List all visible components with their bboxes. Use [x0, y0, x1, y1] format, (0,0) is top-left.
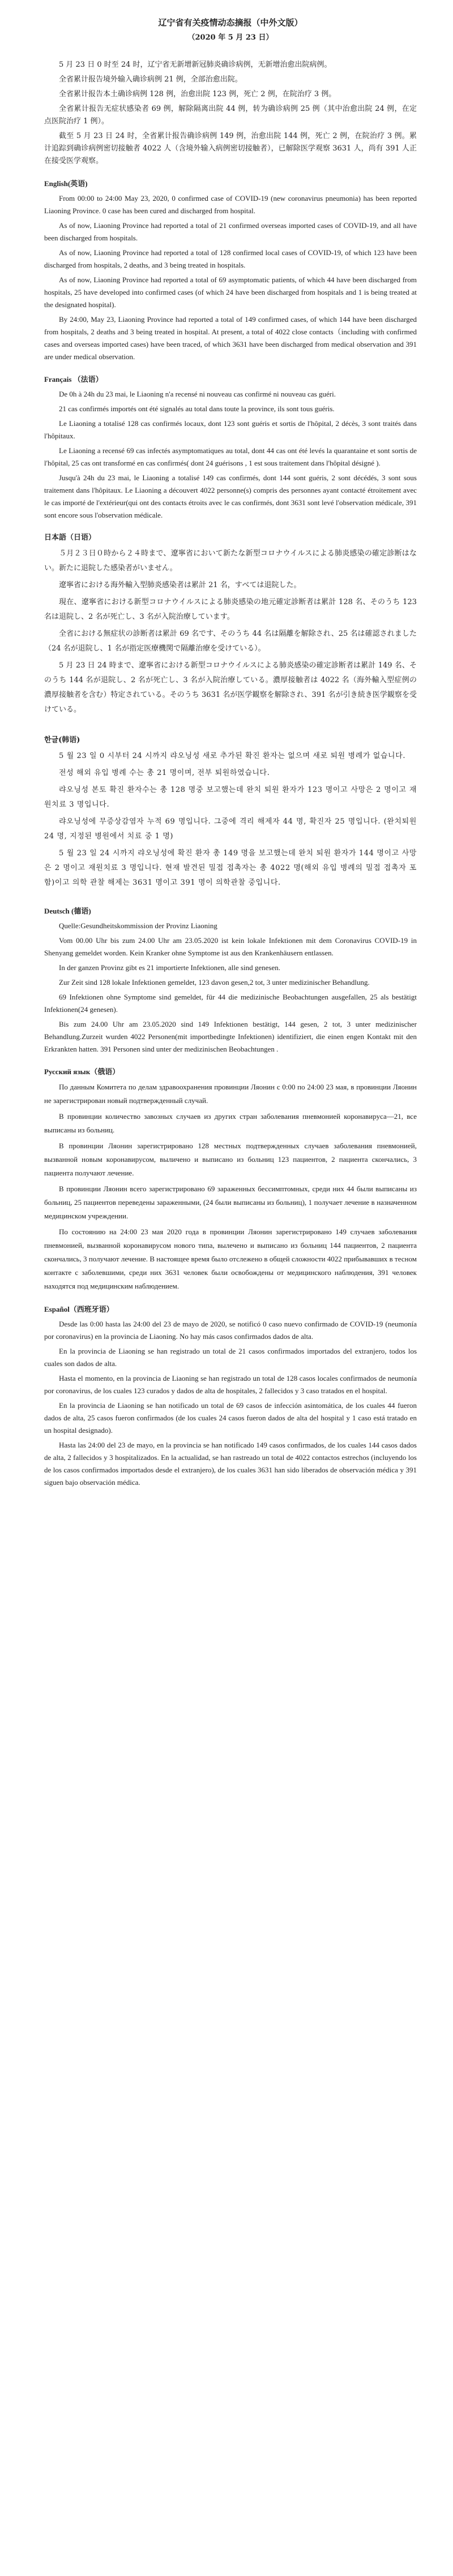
- german-paragraph: Vom 00.00 Uhr bis zum 24.00 Uhr am 23.05.2020 ist kein lokale Infektionen mit dem Coronavirus COVID-19 in Shenyang gemeldet worden. Kein Kranker ohne Symptome ist aus den Krankenhäusern entlassen.: [44, 936, 417, 957]
- english-paragraph: As of now, Liaoning Province had reported a total of 69 asymptomatic patients, of which 44 have been discharged from hospitals, 25 have developed into confirmed cases (of which 24 have been discharged from hospitals and 1 is being treated at the designated hospital).: [44, 275, 417, 309]
- japanese-paragraph: ５月２３日０時から２４時まで、遼寧省において新たな新型コロナウイルスによる肺炎感染の確定診断はない。新たに退院した感染者がいません。: [44, 549, 417, 572]
- french-paragraph: Jusqu'à 24h du 23 mai, le Liaoning a totalisé 149 cas confirmés, dont 144 sont guéris, 2 sont décédés, 3 sont sous traitement dans l'hôpitaux. Le Liaoning a découvert 4022 personne(s) compris des personnes ayant contacté étroitement avec le cas importé de l'extérieur(qui ont des contacts étroits avec le cas confirmés, dont 3631 sont levé l'observation médicale, 391 sont encore sous l'observation médicale.: [44, 473, 417, 519]
- french-paragraph: Le Liaoning a recensé 69 cas infectés asymptomatiques au total, dont 44 cas ont été levés la quarantaine et sont sortis de l'hôpital, 25 cas ont transformé en cas confirmés( dont 24 guérisons , 1 est sous traitement dans l'hôpital désigné ).: [44, 446, 417, 467]
- korean-paragraph: 5 월 23 일 0 시부터 24 시까지 랴오닝성 새로 추가된 확진 환자는 없으며 새로 퇴원 병례가 없습니다.: [59, 752, 406, 760]
- spanish-paragraph: Desde las 0:00 hasta las 24:00 del 23 de mayo de 2020, se notificó 0 caso nuevo confirmado de COVID-19 (neumonía por coronavirus) en la provincia de Liaoning. No hay más casos confirmados dados de alta.: [44, 1320, 417, 1341]
- french-paragraph: De 0h à 24h du 23 mai, le Liaoning n'a recensé ni nouveau cas confirmé ni nouveau cas guéri.: [59, 390, 336, 398]
- report-date: （2020 年 5 月 23 日）: [187, 33, 273, 42]
- section-heading-german: Deutsch (德语): [44, 907, 91, 915]
- section-japanese: [44, 532, 417, 717]
- japanese-paragraph: 現在、遼寧省における新型コロナウイルスによる肺炎感染の地元確定診断者は累計 128 名、そのうち 123 名は退院し、2 名が死亡し、3 名が入院治療しています。: [44, 598, 417, 621]
- german-paragraph: In der ganzen Provinz gibt es 21 importierte Infektionen, alle sind genesen.: [59, 963, 280, 972]
- section-heading-japanese: 日本語（日语）: [44, 533, 96, 542]
- russian-paragraph: В провинции Ляонин всего зарегистрировано 69 зараженных бессимптомных, среди них 44 были выписаны из больниц, 25 пациентов переведены зараженными, (24 были выписаны из больниц), 1 получает лечение в назначенном медицинском учреждении.: [44, 1184, 417, 1220]
- chinese-paragraph: 全省累计报告境外输入确诊病例 21 例，全部治愈出院。: [59, 75, 242, 84]
- korean-paragraph: 랴오닝성 본토 확진 환자수는 총 128 명중 보고했는데 완치 퇴원 환자가 123 명이고 사망은 2 명이고 재원치료 3 명입니다.: [44, 786, 417, 809]
- german-paragraph: 69 Infektionen ohne Symptome sind gemeldet, für 44 die medizinische Beobachtungen ausgefallen, 25 als bestätigt Infektionen(24 genesen).: [44, 993, 417, 1014]
- chinese-paragraph: 5 月 23 日 0 时至 24 时，辽宁省无新增新冠肺炎确诊病例，无新增治愈出院病例。: [59, 61, 332, 69]
- japanese-paragraph: 遼寧省における海外輸入型肺炎感染者は累計 21 名，すべては退院した。: [59, 581, 301, 589]
- section-english: [44, 178, 417, 363]
- russian-paragraph: В провинции Ляонин зарегистрировано 128 местных подтвержденных случаев заболевания пневмонией, вызванной новым коронавирусом, выличено и выписано из больниц 123 пациентов, 2 пациента скончались, 3 пациента получают лечение.: [44, 1141, 417, 1177]
- chinese-paragraph: 全省累计报告本土确诊病例 128 例，治愈出院 123 例，死亡 2 例，在院治疗 3 例。: [59, 90, 336, 98]
- spanish-paragraph: Hasta las 24:00 del 23 de mayo, en la provincia se han notificado 149 casos confirmados, de los cuales 144 casos dados de alta, 2 fallecidos y 3 hospitalizados. En la actualidad, se han rastreado un total de 4022 contactos estrechos (incluyendo los de los casos confirmados importados desde el extranjero), de los cuales 3631 han sido liberados de observación médica y 391 siguen bajo observación médica.: [44, 1441, 417, 1487]
- chinese-paragraph: 截至 5 月 23 日 24 时，全省累计报告确诊病例 149 例，治愈出院 144 例，死亡 2 例，在院治疗 3 例。累计追踪到确诊病例密切接触者 4022 人（含境外输入病例密切接触者），已解除医学观察 3631 人，尚有 391 人正在接受医学观察。: [44, 132, 417, 165]
- japanese-paragraph: 全省における無症状の診断者は累計 69 名です、そのうち 44 名は隔離を解除され、25 名は確認されました（24 名が退院し、1 名が指定医療機関で隔離治療を受けている）。: [44, 630, 417, 653]
- english-paragraph: From 00:00 to 24:00 May 23, 2020, 0 confirmed case of COVID-19 (new coronavirus pneumonia) has been reported Liaoning Province. 0 case has been cured and discharged from hospital.: [44, 194, 417, 215]
- section-heading-french: Français （法语）: [44, 375, 103, 384]
- chinese-paragraph: 全省累计报告无症状感染者 69 例，解除隔离出院 44 例，转为确诊病例 25 例（其中治愈出院 24 例，在定点医院治疗 1 例）。: [44, 105, 417, 126]
- section-russian: [44, 1066, 417, 1293]
- russian-paragraph: По состоянию на 24:00 23 мая 2020 года в провинции Ляонин зарегистрировано 149 случаев заболевания пневмонией, вызванной коронавирусом нового типа, вылечено и выписано из больниц 144 пациентов, 2 пациента скончались, 3 получают лечение. В настоящее время было отслежено в общей сложности 4022 прибывавших в тесном контакте с заболевшими, среди них 3631 человек были освобождены от медицинского наблюдения, 391 человек находятся под медицинским наблюдением.: [44, 1227, 417, 1290]
- english-paragraph: By 24:00, May 23, Liaoning Province had reported a total of 149 confirmed cases, of which 144 have been discharged from hospitals, 2 deaths and 3 being treated in hospital. At present, a total of 4022 close contacts（including with confirmed cases and overseas imported cases) have been traced, of which 3631 have been discharged from medical observation and 391 are under medical observation.: [44, 315, 417, 361]
- section-german: [44, 905, 417, 1056]
- section-spanish: [44, 1303, 417, 1489]
- page-title: 辽宁省有关疫情动态摘报（中外文版）: [158, 18, 303, 28]
- section-heading-korean: 한글(韩语): [44, 736, 80, 744]
- english-paragraph: As of now, Liaoning Province had reported a total of 128 confirmed local cases of COVID-19, of which 123 have been discharged from hospitals, 2 deaths, and 3 being treated in hospitals.: [44, 248, 417, 269]
- spanish-paragraph: En la provincia de Liaoning se han notificado un total de 69 casos de infección asintomática, de los cuales 44 fueron dados de alta, 25 casos fueron confirmados (de los cuales 24 casos fueron dados de alta del hospital y 1 caso está tratado en un hospital designado).: [44, 1401, 417, 1435]
- german-paragraph: Zur Zeit sind 128 lokale Infektionen gemeldet, 123 davon gesen,2 tot, 3 unter medizinischer Behandlung.: [59, 978, 370, 987]
- section-chinese: [44, 59, 417, 167]
- korean-paragraph: 랴오닝성에 무증상감염자 누적 69 명입니다. 그중에 격리 해제자 44 명, 확진자 25 명입니다. (완치퇴원 24 명, 지정된 병원에서 치료 중 1 명): [44, 817, 417, 841]
- russian-paragraph: В провинции количество завозных случаев из других стран заболевания пневмонией коронавируса—21, все выписаны из больниц.: [44, 1112, 417, 1134]
- section-french: [44, 373, 417, 522]
- korean-paragraph: 전성 해외 유입 병례 수는 총 21 명이며, 전부 퇴원하였습니다.: [59, 769, 270, 777]
- section-korean: [44, 734, 417, 890]
- section-heading-spanish: Español（西班牙语）: [44, 1305, 114, 1313]
- japanese-paragraph: 5 月 23 日 24 時まで、遼寧省における新型コロナウイルスによる肺炎感染の確定診断者は累計 149 名、そのうち 144 名が退院し、2 名が死亡し、3 名が入院治療している。濃厚接触者は 4022 名（海外輸入型症例の濃厚接触者を含む）特定されている。そのうち 3631 名が医学観察を解除され、391 名が引き続き医学観察を受けている。: [44, 661, 417, 714]
- french-paragraph: Le Liaoning a totalisé 128 cas confirmés locaux, dont 123 sont guéris et sortis de l'hôpital, 2 décès, 3 sont traités dans l'hôpitaux.: [44, 419, 417, 440]
- section-heading-russian: Русский язык（俄语）: [44, 1067, 120, 1076]
- german-paragraph: Quelle:Gesundheitskommission der Provinz Liaoning: [59, 921, 217, 930]
- spanish-paragraph: En la provincia de Liaoning se han registrado un total de 21 casos confirmados importados del extranjero, todos los cuales son dados de alta.: [44, 1347, 417, 1368]
- section-heading-english: English(英语): [44, 179, 88, 188]
- korean-paragraph: 5 월 23 일 24 시까지 랴오닝성에 확진 환자 총 149 명을 보고했는데 완치 퇴원 환자가 144 명이고 사망은 2 명이고 재원치료 3 명입니다. 현재 발견된 밀접 접촉자는 총 4022 명(해외 유입 병례의 밀접 접촉자 포함)이고 의학 관찰 해제는 3631 명이고 391 명이 의학관찰 중입니다.: [44, 849, 417, 887]
- french-paragraph: 21 cas confirmés importés ont été signalés au total dans toute la province, ils sont tous guéris.: [59, 404, 335, 413]
- russian-paragraph: По данным Комитета по делам здравоохранения провинции Ляонин с 0:00 по 24:00 23 мая, в провинции Ляонин не зарегистрирован новый подтвержденный случай.: [44, 1083, 417, 1105]
- spanish-paragraph: Hasta el momento, en la provincia de Liaoning se han registrado un total de 128 casos locales confirmados de neumonía por coronavirus, de los cuales 123 curados y dados de alta de hospitales, 2 fallecidos y 3 caso tratados en el hospital.: [44, 1374, 417, 1395]
- german-paragraph: Bis zum 24.00 Uhr am 23.05.2020 sind 149 Infektionen bestätigt, 144 gesen, 2 tot, 3 unter medizinischer Behandlung.Zurzeit wurden 4022 Personen(mit importbedingte Infektionen) identifiziert, die einen engen Kontakt mit den Erkrankten hatten. 391 Personen sind unter der medizinischen Beobachtungen .: [44, 1020, 417, 1053]
- english-paragraph: As of now, Liaoning Province had reported a total of 21 confirmed overseas imported cases of COVID-19, and all have been discharged from hospitals.: [44, 221, 417, 242]
